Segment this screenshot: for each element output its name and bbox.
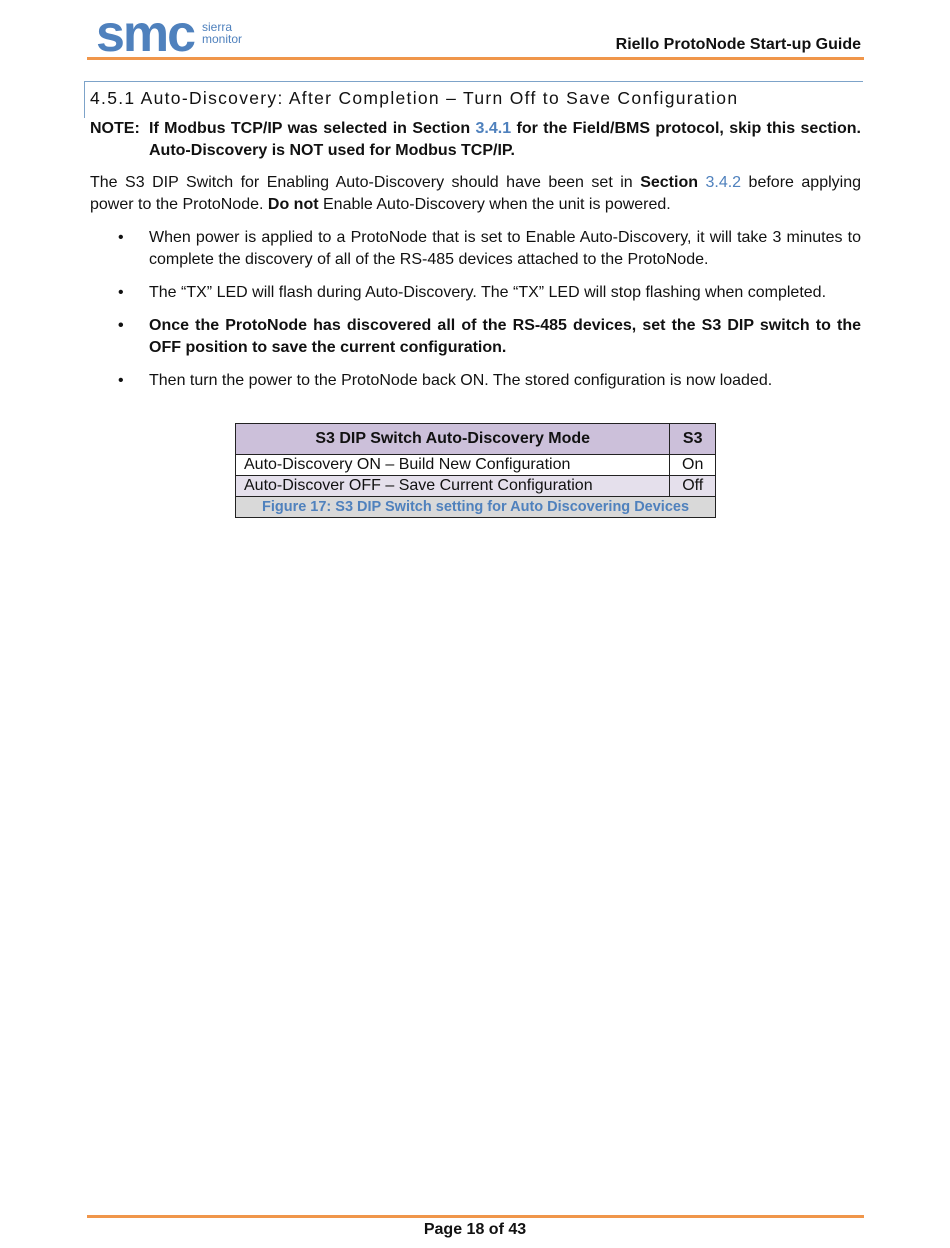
section-link-3-4-1[interactable]: 3.4.1: [475, 120, 512, 137]
note-label: NOTE:: [90, 120, 140, 137]
para-bold-section: Section: [640, 174, 698, 191]
footer-divider: [87, 1215, 864, 1218]
list-item: [90, 315, 861, 359]
bullet-icon: •: [118, 372, 124, 389]
svg-text:sierra: sierra: [202, 20, 233, 34]
page-number: Page 18 of 43: [423, 1221, 527, 1238]
table-caption-row: [236, 497, 716, 518]
table-row: [236, 455, 716, 476]
header-s3: S3: [670, 424, 716, 455]
bullet-text: Then turn the power to the ProtoNode back ON. The stored configuration is now loaded.: [149, 372, 773, 389]
section-heading-text: 4.5.1 Auto-Discovery: After Completion – Turn Off to Save Configuration: [90, 88, 739, 108]
bullet-text: The “TX” LED will flash during Auto-Discovery. The “TX” LED will stop flashing when completed.: [149, 284, 827, 301]
mode-cell: Auto-Discovery ON – Build New Configuration: [236, 455, 670, 476]
note-text-a: If Modbus TCP/IP was selected in Section: [149, 120, 476, 137]
bullet-text: When power is applied to a ProtoNode that is set to Enable Auto-Discovery, it will take 3 minutes to complete the discovery of all of the RS-485 devices attached to the ProtoNode.: [149, 229, 861, 268]
note-block: [90, 118, 861, 162]
para-bold-do-not: Do not: [267, 196, 319, 213]
document-title: Riello ProtoNode Start-up Guide: [615, 36, 861, 53]
s3-value-cell: On: [670, 455, 716, 476]
list-item: [90, 282, 861, 304]
bullet-icon: •: [118, 229, 124, 246]
section-link-3-4-2[interactable]: 3.4.2: [705, 174, 742, 191]
s3-value-cell: Off: [670, 476, 716, 497]
para-text-b: before applying power to the ProtoNode.: [90, 174, 862, 213]
note-text-b: for the Field/BMS protocol, skip this section. Auto-Discovery is NOT used for Modbus TCP/IP.: [149, 120, 861, 159]
bullet-list: [90, 227, 861, 403]
sierra-monitor-logo: [96, 10, 246, 56]
bullet-icon: •: [118, 284, 124, 301]
intro-paragraph: [90, 172, 861, 216]
bullet-text: Once the ProtoNode has discovered all of the RS-485 devices, set the S3 DIP switch to the OFF position to save the current configuration.: [149, 317, 861, 356]
table-row: [236, 476, 716, 497]
bullet-icon: •: [118, 317, 124, 334]
svg-text:smc: smc: [96, 10, 195, 56]
list-item: [90, 227, 861, 271]
table-header-row: [236, 424, 716, 455]
dip-switch-table: [235, 423, 716, 518]
para-text-c: Enable Auto-Discovery when the unit is powered.: [318, 196, 671, 213]
header-mode: S3 DIP Switch Auto-Discovery Mode: [236, 424, 670, 455]
section-heading: [84, 81, 863, 118]
note-text: [149, 118, 861, 162]
list-item: [90, 370, 861, 392]
header-divider: [87, 57, 864, 60]
para-text-a: The S3 DIP Switch for Enabling Auto-Discovery should have been set in: [90, 174, 641, 191]
mode-cell: Auto-Discover OFF – Save Current Configuration: [236, 476, 670, 497]
svg-text:monitor: monitor: [202, 32, 243, 46]
figure-caption: Figure 17: S3 DIP Switch setting for Auto Discovering Devices: [236, 497, 716, 518]
